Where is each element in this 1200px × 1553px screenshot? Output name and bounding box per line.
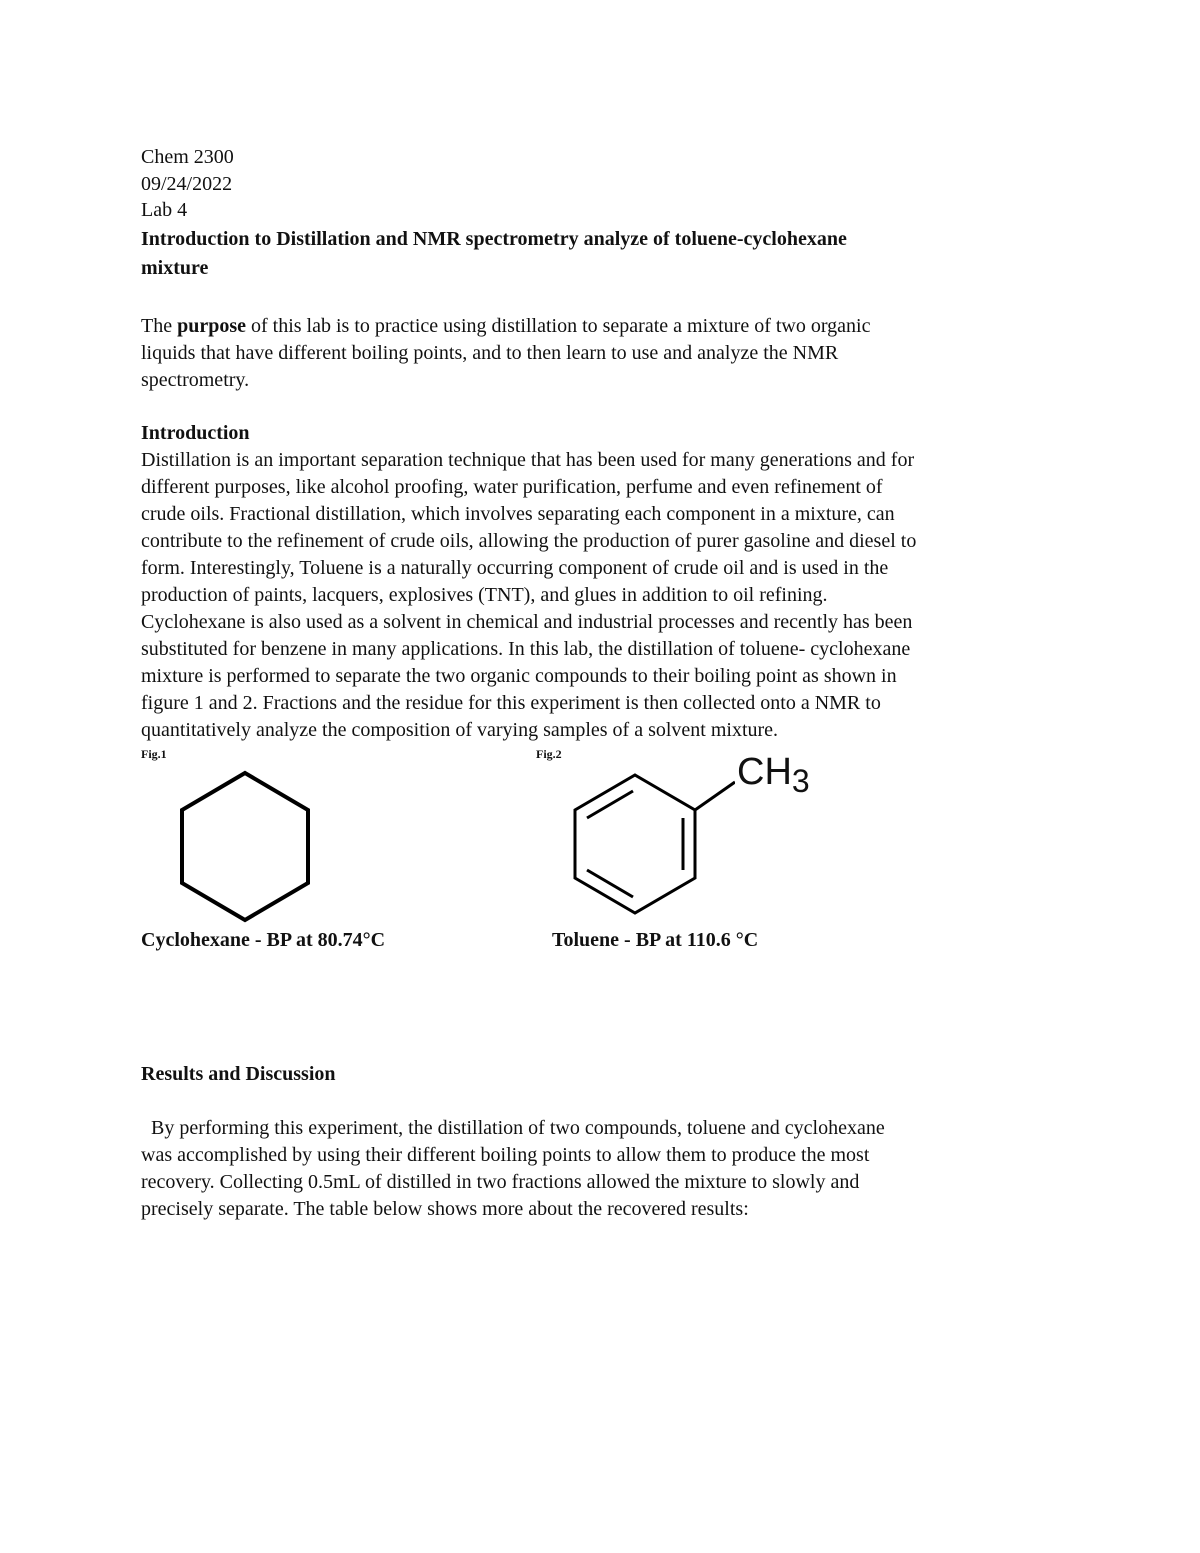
intro-line: Cyclohexane is also used as a solvent in chemical and industrial processes and recently has been	[141, 611, 913, 633]
intro-line: production of paints, lacquers, explosives (TNT), and glues in addition to oil refining.	[141, 584, 828, 606]
intro-line: crude oils. Fractional distillation, which involves separating each component in a mixture, can	[141, 503, 895, 525]
intro-line: contribute to the refinement of crude oils, allowing the production of purer gasoline and diesel to	[141, 530, 917, 552]
methyl-label	[737, 751, 810, 799]
intro-line: quantitatively analyze the composition of varying samples of a solvent mixture.	[141, 719, 779, 741]
fig1-caption: Cyclohexane - BP at 80.74°C	[141, 929, 386, 951]
text: The	[141, 315, 178, 337]
purpose-line: liquids that have different boiling points, and to then learn to use and analyze the NMR	[141, 342, 839, 364]
subscript: 3	[791, 763, 810, 799]
fig2-caption: Toluene - BP at 110.6 °C	[552, 929, 759, 951]
intro-line: substituted for benzene in many applications. In this lab, the distillation of toluene- cyclohexane	[141, 638, 911, 660]
text: CH	[737, 751, 792, 793]
title-line: Introduction to Distillation and NMR spectrometry analyze of toluene-cyclohexane	[141, 228, 847, 250]
results-line: precisely separate. The table below shows more about the recovered results:	[141, 1198, 749, 1220]
purpose-bold: purpose	[177, 315, 246, 337]
intro-line: form. Interestingly, Toluene is a naturally occurring component of crude oil and is used in the	[141, 557, 889, 579]
intro-line: different purposes, like alcohol proofing, water purification, perfume and even refinement of	[141, 476, 883, 498]
results-line: recovery. Collecting 0.5mL of distilled in two fractions allowed the mixture to slowly and	[141, 1171, 860, 1193]
cyclohexane-structure	[170, 765, 320, 930]
toluene-structure	[565, 770, 735, 920]
intro-line: figure 1 and 2. Fractions and the residue for this experiment is then collected onto a NMR to	[141, 692, 881, 714]
intro-heading: Introduction	[141, 422, 250, 444]
course: Chem 2300	[141, 146, 234, 168]
date: 09/24/2022	[141, 173, 233, 195]
purpose-line: spectrometry.	[141, 369, 250, 391]
results-line: was accomplished by using their different boiling points to allow them to produce the most	[141, 1144, 870, 1166]
intro-line: Distillation is an important separation technique that has been used for many generations and for	[141, 449, 915, 471]
results-line: By performing this experiment, the distillation of two compounds, toluene and cyclohexane	[141, 1117, 885, 1139]
intro-line: mixture is performed to separate the two organic compounds to their boiling point as shown in	[141, 665, 897, 687]
title-line: mixture	[141, 257, 209, 279]
fig1-label: Fig.1	[141, 747, 167, 761]
lab-number: Lab 4	[141, 199, 188, 221]
purpose-line	[141, 314, 870, 338]
text: of this lab is to practice using distillation to separate a mixture of two organic	[246, 315, 871, 337]
fig2-label: Fig.2	[536, 747, 562, 761]
results-heading: Results and Discussion	[141, 1063, 336, 1085]
